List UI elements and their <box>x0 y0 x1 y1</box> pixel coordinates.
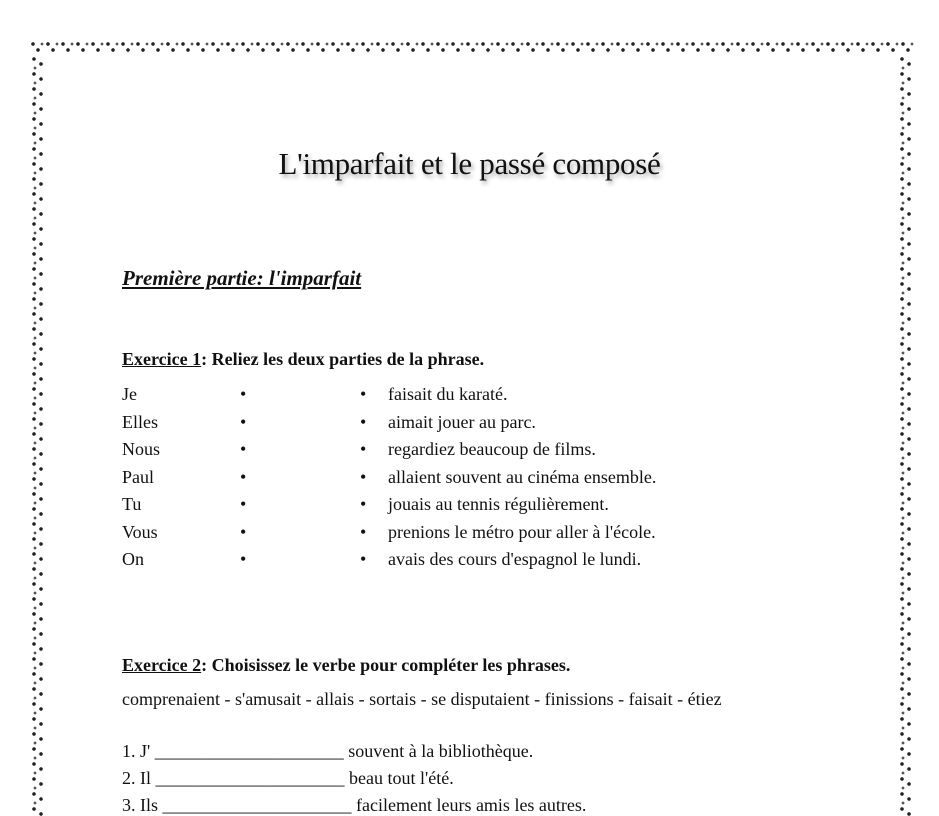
match-bullet-right: • <box>360 549 367 569</box>
match-ending: avais des cours d'espagnol le lundi. <box>388 549 642 569</box>
match-bullet-left: • <box>240 521 247 542</box>
match-subject: Vous <box>122 521 158 542</box>
match-bullet-left: • <box>240 384 247 404</box>
match-bullet-right: • <box>360 466 367 487</box>
match-row <box>0 494 939 521</box>
match-subject: Paul <box>122 466 155 487</box>
match-ending: prenions le métro pour aller à l'école. <box>388 521 656 542</box>
match-bullet-right: • <box>360 411 367 432</box>
match-bullet-right: • <box>360 384 367 404</box>
exercise-1-instruction: : Reliez les deux parties de la phrase. <box>201 349 485 369</box>
part-heading: Première partie: l'imparfait <box>122 266 362 290</box>
match-bullet-left: • <box>240 439 247 459</box>
exercise-1-label: Exercice 1 <box>122 349 202 369</box>
match-bullet-left: • <box>240 411 247 432</box>
match-ending: aimait jouer au parc. <box>388 411 536 432</box>
match-bullet-right: • <box>360 521 367 542</box>
match-row <box>0 467 939 494</box>
match-subject: Nous <box>122 439 161 459</box>
match-bullet-right: • <box>360 439 367 459</box>
exercise-2-heading <box>122 655 570 676</box>
match-ending: faisait du karaté. <box>388 384 508 404</box>
match-row <box>0 384 939 411</box>
match-bullet-left: • <box>240 549 247 569</box>
match-subject: Elles <box>122 411 158 432</box>
answer-blank[interactable]: _____________________ <box>154 741 344 761</box>
match-ending: allaient souvent au cinéma ensemble. <box>388 466 657 487</box>
match-subject: On <box>122 549 144 569</box>
question-prefix: 3. Ils <box>122 795 163 815</box>
question-prefix: 2. Il <box>122 768 156 788</box>
match-bullet-left: • <box>240 494 247 514</box>
match-row <box>0 412 939 439</box>
question-line <box>122 741 533 762</box>
match-row <box>0 549 939 576</box>
question-line <box>122 768 454 789</box>
exercise-2-label: Exercice 2 <box>122 655 202 675</box>
match-bullet-left: • <box>240 466 247 487</box>
question-suffix: souvent à la bibliothèque. <box>343 741 534 761</box>
page-title: L'imparfait et le passé composé <box>278 146 661 181</box>
question-line <box>122 795 586 816</box>
answer-blank[interactable]: _____________________ <box>155 768 345 788</box>
exercise-2-instruction: : Choisissez le verbe pour compléter les phrases. <box>201 655 571 675</box>
match-subject: Je <box>122 384 137 404</box>
match-subject: Tu <box>122 494 142 514</box>
match-bullet-right: • <box>360 494 367 514</box>
question-suffix: facilement leurs amis les autres. <box>351 795 587 815</box>
match-ending: jouais au tennis régulièrement. <box>388 494 609 514</box>
match-row <box>0 522 939 549</box>
question-prefix: 1. J' <box>122 741 155 761</box>
question-suffix: beau tout l'été. <box>344 768 454 788</box>
answer-blank[interactable]: _____________________ <box>162 795 352 815</box>
match-ending: regardiez beaucoup de films. <box>388 439 596 459</box>
exercise-1-heading <box>122 349 484 370</box>
decorative-border-top <box>30 40 916 56</box>
verb-bank: comprenaient - s'amusait - allais - sortais - se disputaient - finissions - faisait - étiez <box>122 689 722 709</box>
match-row <box>0 439 939 466</box>
